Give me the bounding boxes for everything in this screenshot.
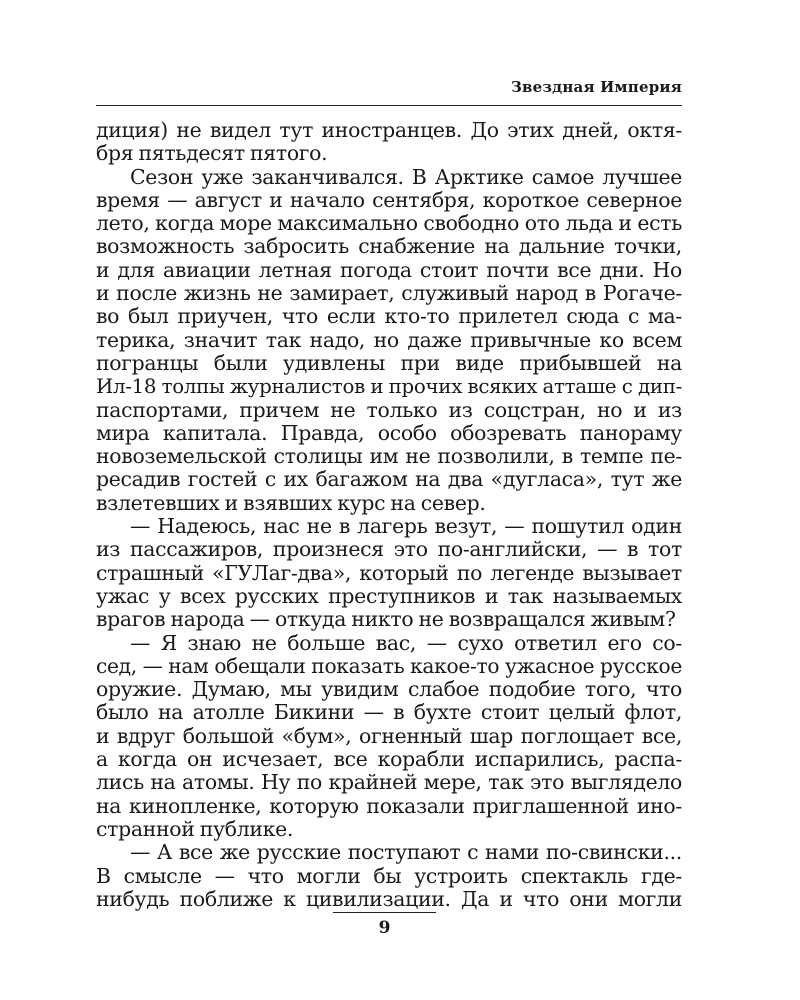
text-line: во был приучен, что если кто-то прилетел сюда с ма-	[96, 304, 682, 329]
body-text	[96, 119, 682, 911]
text-line: мира капитала. Правда, особо обозревать панораму	[96, 420, 682, 445]
text-line: ресадив гостей с их багажом на два «дугласа», тут же	[96, 467, 682, 492]
text-line: паспортами, причем не только из соцстран, но и из	[96, 397, 682, 422]
text-line: ужас у всех русских преступников и так называемых	[96, 583, 682, 608]
running-header-title: Звездная Империя	[511, 78, 682, 96]
text-line: терика, значит так надо, но даже привычные ко всем	[96, 327, 682, 352]
text-line: лись на атомы. Ну по крайней мере, так это выглядело	[96, 770, 682, 795]
text-line: В смысле — что могли бы устроить спектакль где-	[96, 863, 682, 888]
page-number: 9	[378, 918, 391, 938]
text-line: из пассажиров, произнеся это по-английски, — в тот	[96, 537, 682, 562]
text-line: погранцы были удивлены при виде прибывшей на	[96, 350, 682, 375]
text-line: бря пятьдесят пятого.	[96, 141, 328, 166]
header-rule	[96, 105, 682, 106]
text-line: диция) не видел тут иностранцев. До этих дней, октя-	[96, 118, 682, 142]
text-line: и вдруг большой «бум», огненный шар поглощает все,	[96, 723, 682, 748]
text-line: было на атолле Бикини — в бухте стоит целый флот,	[96, 700, 682, 725]
footer-rule	[333, 912, 436, 913]
text-line: странной публике.	[96, 816, 294, 841]
text-line: лето, когда море максимально свободно ото льда и есть	[96, 211, 682, 236]
text-line: Сезон уже заканчивался. В Арктике самое лучшее	[130, 164, 682, 189]
text-line: нибудь поближе к цивилизации. Да и что они могли	[96, 886, 682, 911]
text-line: врагов народа — откуда никто не возвращался живым?	[96, 607, 676, 632]
text-line: сед, — нам обещали показать какое-то ужасное русское	[96, 653, 682, 678]
text-line: время — август и начало сентября, короткое северное	[96, 187, 682, 212]
text-line: страшный «ГУЛаг-два», который по легенде вызывает	[96, 560, 682, 585]
text-line: а когда он исчезает, все корабли испарились, распа-	[96, 747, 682, 772]
text-line: и для авиации летная погода стоит почти все дни. Но	[96, 257, 682, 282]
text-line: и после жизнь не замирает, служивый народ в Рогаче-	[96, 281, 682, 306]
text-line: — А все же русские поступают с нами по-свински...	[130, 840, 682, 865]
text-line: оружие. Думаю, мы увидим слабое подобие того, что	[96, 677, 682, 702]
text-line: Ил-18 толпы журналистов и прочих всяких атташе с дип-	[96, 375, 682, 399]
text-line: взлетевших и взявших курс на север.	[96, 490, 486, 515]
text-line: — Я знаю не больше вас, — сухо ответил его со-	[130, 630, 682, 655]
text-line: на кинопленке, которую показали приглашенной ино-	[96, 793, 682, 818]
text-line: новоземельской столицы им не позволили, в темпе пе-	[96, 444, 682, 469]
text-line: возможность забросить снабжение на дальние точки,	[96, 234, 682, 259]
text-line: — Надеюсь, нас не в лагерь везут, — пошутил один	[130, 514, 682, 539]
